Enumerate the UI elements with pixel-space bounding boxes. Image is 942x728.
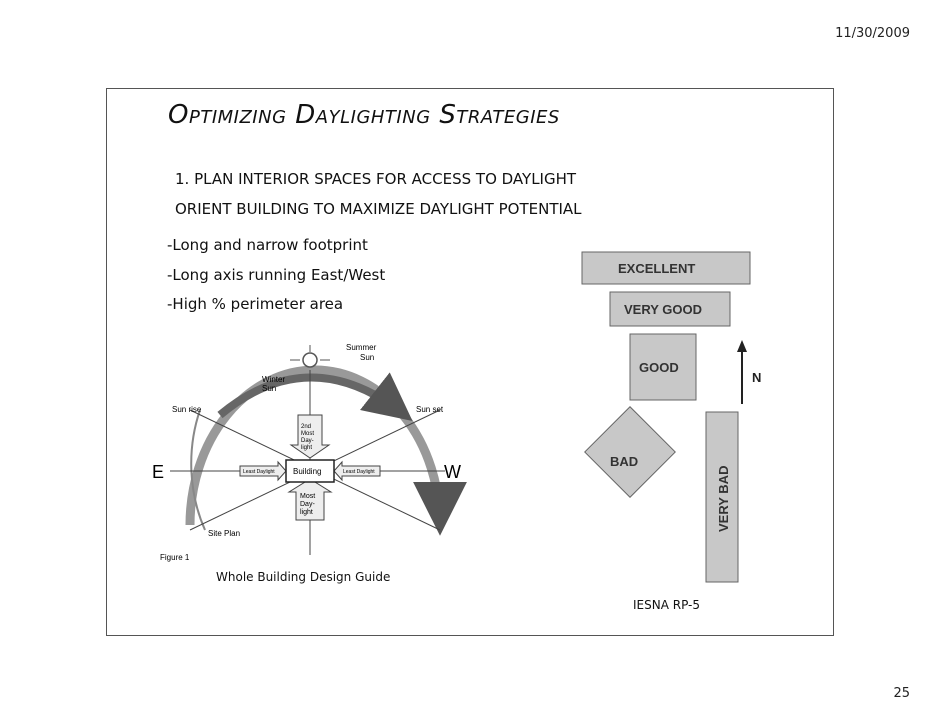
svg-text:Most: Most — [301, 431, 315, 437]
site-plan-label: Site Plan — [208, 529, 241, 538]
west-label: W — [444, 462, 461, 482]
site-plan-diagram — [150, 330, 480, 570]
figure-label: Figure 1 — [160, 553, 190, 562]
svg-text:VERY BAD: VERY BAD — [716, 465, 731, 532]
svg-text:Sun: Sun — [360, 353, 375, 362]
summer-sun-label: Summer — [346, 343, 377, 352]
svg-text:Sun: Sun — [262, 384, 277, 393]
north-label: N — [752, 370, 762, 385]
page-number: 25 — [893, 686, 910, 701]
east-label: E — [152, 462, 165, 482]
svg-text:GOOD: GOOD — [639, 360, 679, 375]
svg-text:Least Daylight: Least Daylight — [343, 469, 375, 475]
svg-text:Day-: Day- — [300, 501, 315, 508]
orientation-diagram — [568, 248, 768, 593]
orientation-credit: IESNA RP-5 — [633, 598, 701, 612]
svg-text:light: light — [300, 509, 313, 516]
svg-text:BAD: BAD — [610, 454, 639, 469]
bullet-footprint: -Long and narrow footprint — [167, 236, 368, 254]
svg-text:EXCELLENT: EXCELLENT — [618, 261, 696, 276]
slide-date: 11/30/2009 — [835, 26, 910, 41]
bad-box — [585, 407, 676, 498]
svg-text:2nd: 2nd — [301, 424, 312, 430]
subheading-orient-building: ORIENT BUILDING TO MAXIMIZE DAYLIGHT POTENTIAL — [175, 200, 582, 218]
site-plan-credit: Whole Building Design Guide — [216, 570, 391, 584]
svg-text:VERY GOOD: VERY GOOD — [624, 302, 703, 317]
sun-rise-label: Sun rise — [172, 405, 202, 414]
svg-text:Least Daylight: Least Daylight — [243, 469, 275, 475]
sun-icon — [303, 353, 317, 367]
bullet-perimeter: -High % perimeter area — [167, 295, 344, 313]
svg-text:light: light — [301, 445, 313, 451]
winter-sun-arc — [220, 378, 405, 416]
svg-text:Most: Most — [300, 493, 316, 500]
building-label: Building — [293, 467, 322, 476]
slide-title: Optimizing Daylighting Strategies — [168, 100, 560, 130]
sun-set-label: Sun set — [416, 405, 444, 414]
bullet-long-axis: -Long axis running East/West — [167, 266, 386, 284]
winter-sun-label: Winter — [262, 375, 286, 384]
subheading-plan-interior: 1. PLAN INTERIOR SPACES FOR ACCESS TO DAYLIGHT — [175, 170, 577, 188]
svg-text:Day-: Day- — [301, 438, 314, 444]
